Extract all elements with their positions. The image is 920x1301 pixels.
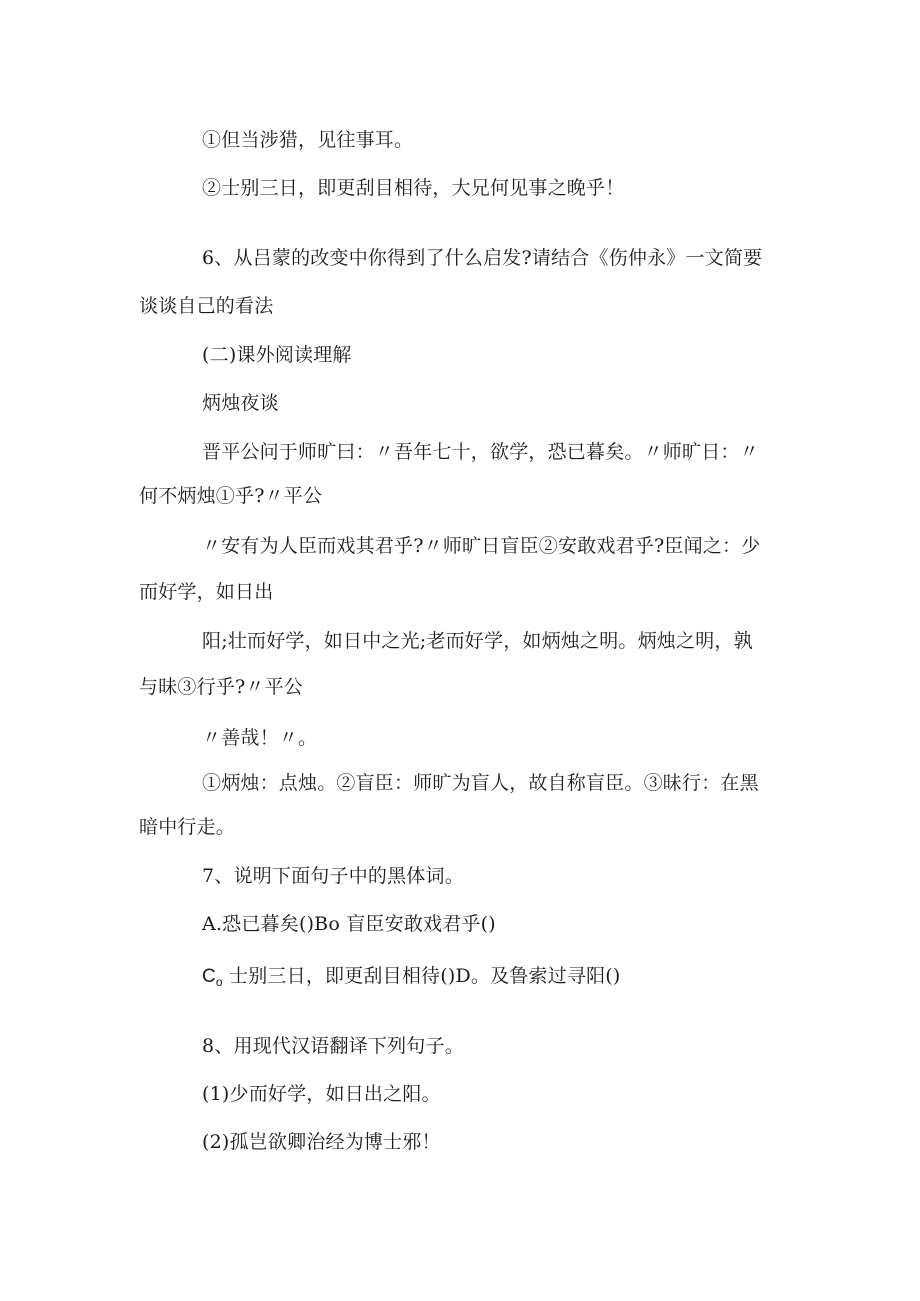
option-c-subscript: o <box>215 975 223 989</box>
option-c-letter: C <box>202 966 216 987</box>
passage-paragraph-4: 〃善哉！〃。 <box>202 727 318 749</box>
option-c-d-text: 士别三日，即更刮目相待()D。及鲁索过寻阳() <box>222 965 621 987</box>
question-8-item-2: (2)孤岂欲卿治经为博士邪！ <box>202 1131 441 1153</box>
passage-paragraph-1-line-1: 晋平公问于师旷曰：〃吾年七十，欲学，恐已暮矣。〃师旷日：〃 <box>202 441 759 463</box>
passage-paragraph-1-line-2: 何不炳烛①乎?〃平公 <box>139 485 323 507</box>
quote-line-2: ②士别三日，即更刮目相待，大兄何见事之晚乎！ <box>202 177 625 199</box>
question-8: 8、用现代汉语翻译下列句子。 <box>202 1035 464 1057</box>
question-7-options-cd <box>202 964 621 994</box>
section-heading: (二)课外阅读理解 <box>202 344 352 366</box>
question-8-item-1: (1)少而好学，如日出之阳。 <box>202 1083 441 1105</box>
question-7-options-ab: A.恐已暮矣()Bo 盲臣安敢戏君乎() <box>202 913 496 935</box>
question-6-line-2: 谈谈自己的看法 <box>139 295 274 317</box>
passage-paragraph-2-line-2: 而好学，如日出 <box>139 581 274 603</box>
question-7: 7、说明下面句子中的黑体词。 <box>202 865 464 887</box>
passage-paragraph-2-line-1: 〃安有为人臣而戏其君乎?〃师旷日盲臣②安敢戏君乎?臣闻之：少 <box>202 535 761 557</box>
passage-paragraph-3-line-1: 阳;壮而好学，如日中之光;老而好学，如炳烛之明。炳烛之明，孰 <box>202 630 753 652</box>
annotation-notes-line-2: 暗中行走。 <box>139 816 236 838</box>
annotation-notes-line-1: ①炳烛：点烛。②盲臣：师旷为盲人，故自称盲臣。③昧行：在黑 <box>202 772 759 794</box>
question-6-line-1: 6、从吕蒙的改变中你得到了什么启发?请结合《伤仲永》一文简要 <box>202 247 763 269</box>
passage-title: 炳烛夜谈 <box>202 392 279 414</box>
quote-line-1: ①但当涉猎，见往事耳。 <box>202 129 414 151</box>
passage-paragraph-3-line-2: 与昧③行乎?〃平公 <box>139 676 303 698</box>
